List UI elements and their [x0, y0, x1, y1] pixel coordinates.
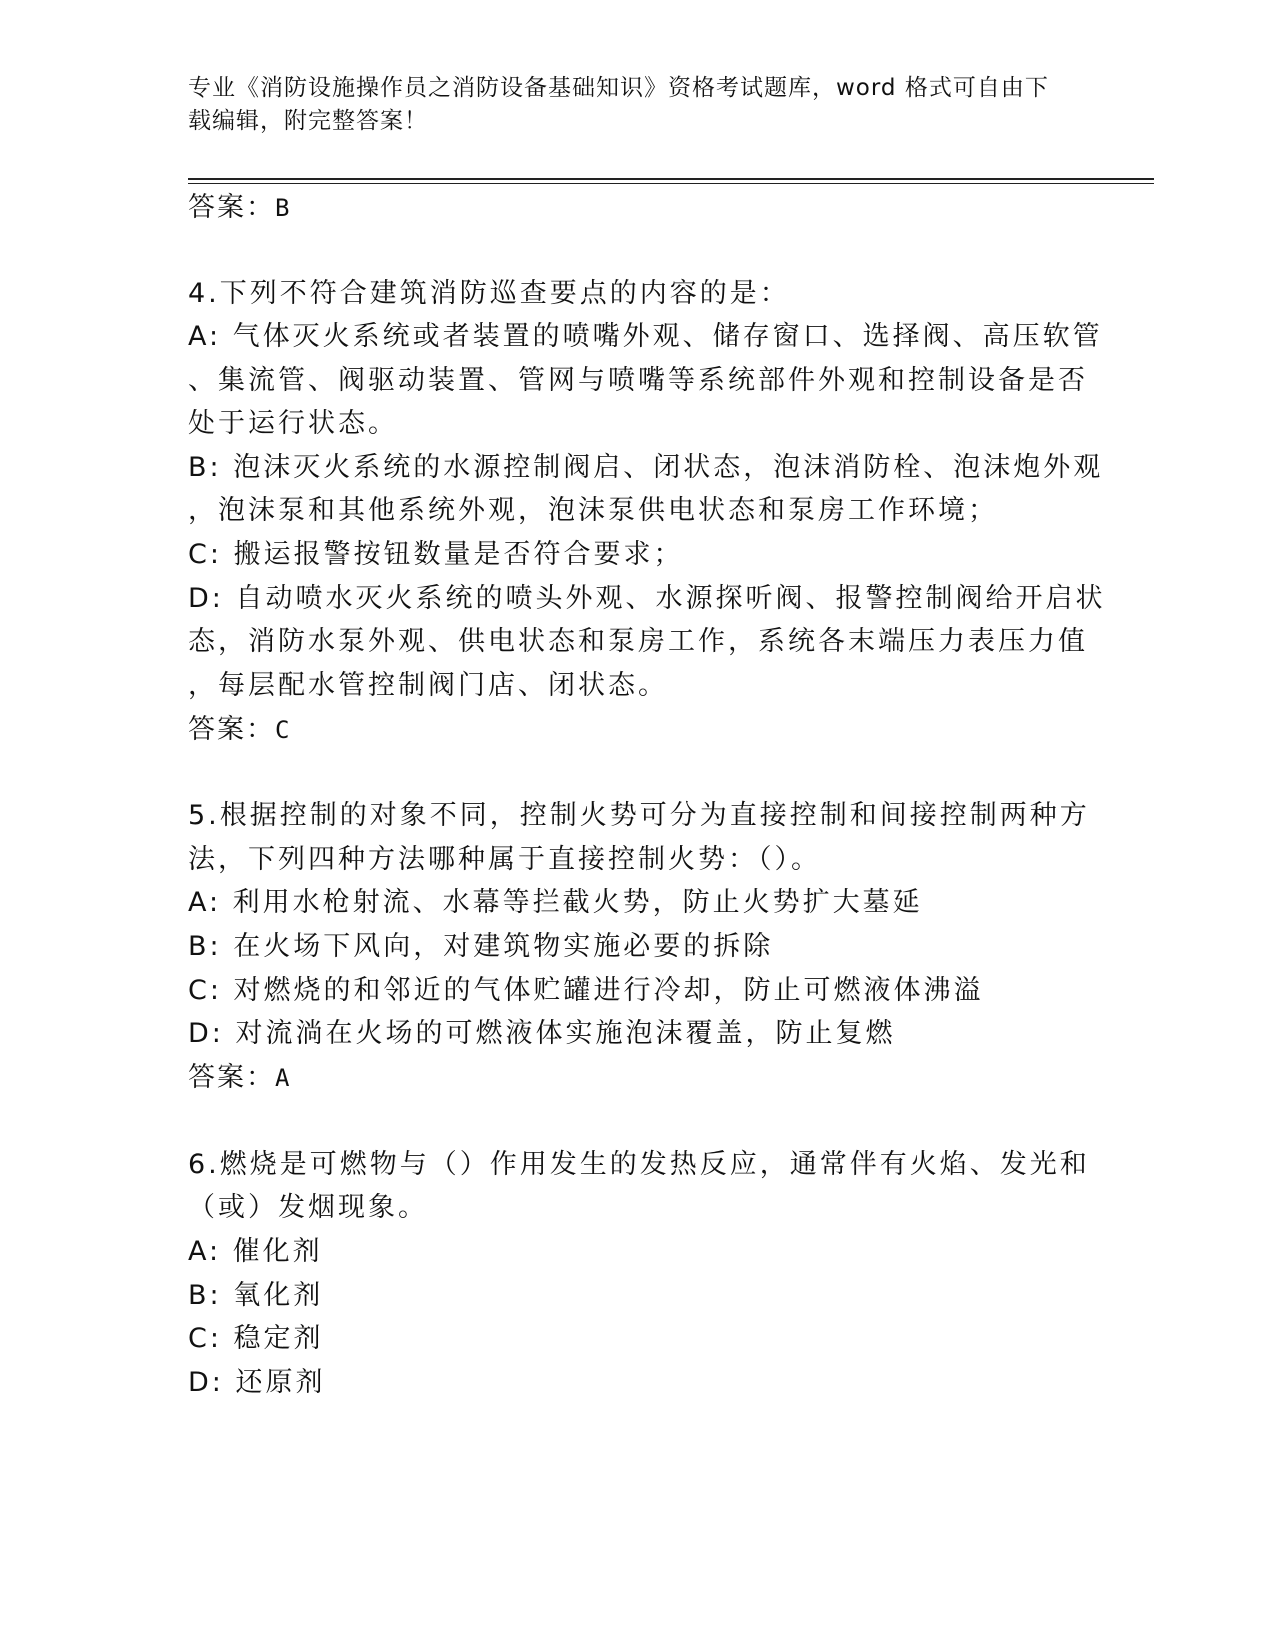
question-5-answer — [188, 1061, 291, 1095]
header-line-2: 载编辑，附完整答案！ — [188, 108, 428, 134]
header-divider-thick — [188, 178, 1154, 180]
question-4-answer — [188, 713, 291, 747]
question-4-option-d-line-2: 态，消防水泵外观、供电状态和泵房工作，系统各末端压力表压力值 — [188, 626, 1088, 657]
document-header — [188, 72, 1088, 138]
answer-letter: B — [275, 194, 292, 222]
question-4-option-b-line-1: B: 泡沫灭火系统的水源控制阀启、闭状态，泡沫消防栓、泡沫炮外观 — [188, 452, 1104, 483]
header-line-1: 专业《消防设施操作员之消防设备基础知识》资格考试题库，word 格式可自由下 — [188, 75, 1049, 101]
question-4-option-b-line-2: ，泡沫泵和其他系统外观，泡沫泵供电状态和泵房工作环境； — [188, 495, 998, 526]
question-6-option-d: D: 还原剂 — [188, 1367, 326, 1398]
question-4-option-c: C: 搬运报警按钮数量是否符合要求； — [188, 539, 684, 570]
question-5-stem-line-1: 5.根据控制的对象不同，控制火势可分为直接控制和间接控制两种方 — [188, 800, 1090, 831]
answer-letter: C — [275, 716, 292, 744]
question-4-option-d-line-3: ，每层配水管控制阀门店、闭状态。 — [188, 670, 668, 701]
answer-prev — [188, 191, 291, 225]
question-5-option-d: D: 对流淌在火场的可燃液体实施泡沫覆盖，防止复燃 — [188, 1018, 896, 1049]
question-5-stem-line-2: 法，下列四种方法哪种属于直接控制火势：（）。 — [188, 844, 821, 875]
question-5-option-c: C: 对燃烧的和邻近的气体贮罐进行冷却，防止可燃液体沸溢 — [188, 975, 984, 1006]
header-divider-thin — [188, 183, 1154, 184]
answer-label: 答案： — [188, 714, 275, 745]
question-4-option-a-line-2: 、集流管、阀驱动装置、管网与喷嘴等系统部件外观和控制设备是否 — [188, 365, 1088, 396]
answer-label: 答案： — [188, 192, 275, 223]
question-6-option-b: B: 氧化剂 — [188, 1280, 324, 1311]
question-5-option-b: B: 在火场下风向，对建筑物实施必要的拆除 — [188, 931, 774, 962]
answer-label: 答案： — [188, 1062, 275, 1093]
answer-letter: A — [275, 1064, 292, 1092]
question-4-option-a-line-3: 处于运行状态。 — [188, 408, 398, 439]
question-4-stem: 4.下列不符合建筑消防巡查要点的内容的是： — [188, 278, 790, 309]
question-4-option-d-line-1: D: 自动喷水灭火系统的喷头外观、水源探听阀、报警控制阀给开启状 — [188, 583, 1106, 614]
question-6-stem-line-1: 6.燃烧是可燃物与（）作用发生的发热反应，通常伴有火焰、发光和 — [188, 1149, 1090, 1180]
question-5-option-a: A: 利用水枪射流、水幕等拦截火势，防止火势扩大墓延 — [188, 887, 923, 918]
question-6-stem-line-2: （或）发烟现象。 — [188, 1192, 428, 1223]
question-4-option-a-line-1: A: 气体灭火系统或者装置的喷嘴外观、储存窗口、选择阀、高压软管 — [188, 321, 1103, 352]
question-6-option-c: C: 稳定剂 — [188, 1323, 324, 1354]
question-6-option-a: A: 催化剂 — [188, 1236, 323, 1267]
